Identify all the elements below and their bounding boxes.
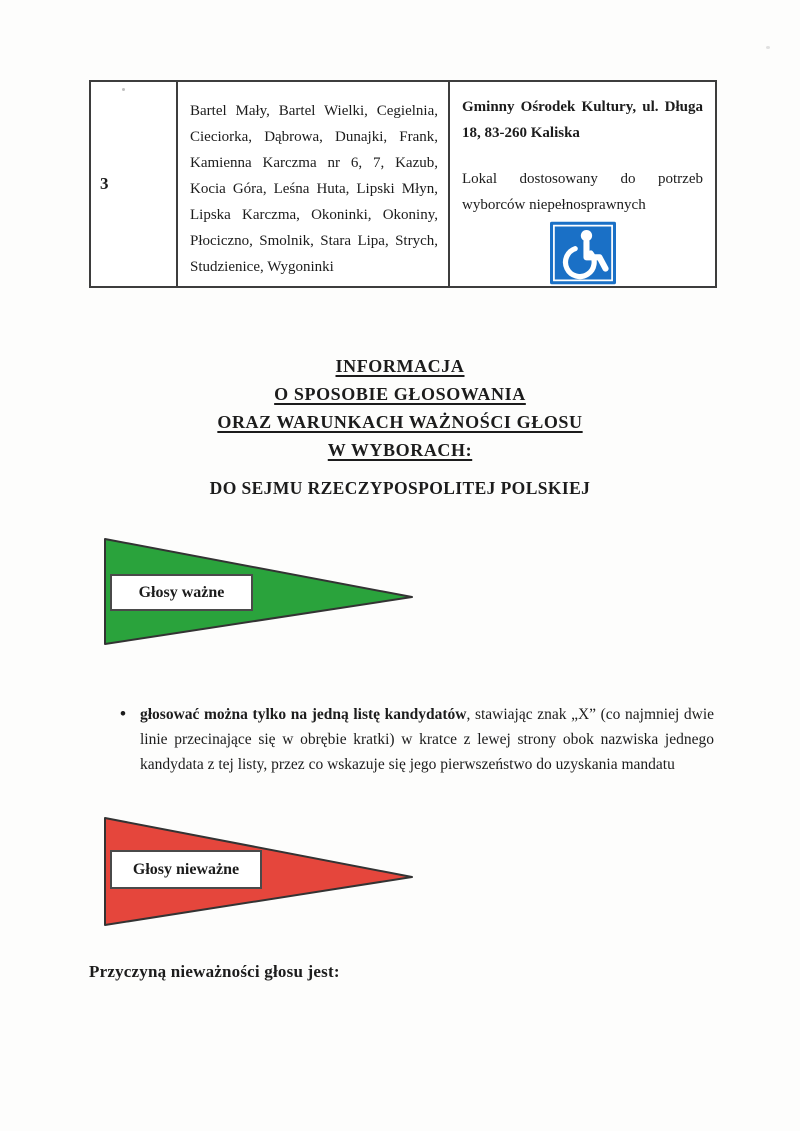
heading-line-2: O SPOSOBIE GŁOSOWANIA [274, 384, 526, 404]
district-number-cell [91, 82, 176, 286]
voting-instruction-bold: głosować można tylko na jedną listę kandydatów [140, 706, 467, 723]
polling-district-table [89, 80, 717, 288]
wheelchair-icon [550, 221, 616, 286]
election-type-heading: DO SEJMU RZECZYPOSPOLITEJ POLSKIEJ [209, 478, 591, 498]
district-number: 3 [100, 174, 109, 193]
voting-instruction-bullet [118, 702, 714, 777]
polling-place-cell [448, 82, 715, 286]
info-heading-block [0, 352, 800, 464]
scan-speck [766, 46, 770, 49]
heading-line-4: W WYBORACH: [327, 440, 473, 460]
valid-votes-banner [103, 536, 415, 648]
accessibility-note: Lokal dostosowany do potrzeb wyborców niepełnosprawnych [462, 171, 703, 213]
polling-place-address: Gminny Ośrodek Kultury, ul. Długa 18, 83-260 Kaliska [462, 99, 703, 141]
district-localities-cell: Bartel Mały, Bartel Wielki, Cegielnia, Cieciorka, Dąbrowa, Dunajki, Frank, Kamienna Karczma nr 6, 7, Kazub, Kocia Góra, Leśna Huta, Lipski Młyn, Lipska Karczma, Okoninki, Okoniny, Płociczno, Smolnik, Stara Lipa, Strych, Studzienice, Wygoninki [176, 82, 448, 286]
scan-speck [122, 88, 125, 91]
heading-line-3: ORAZ WARUNKACH WAŻNOŚCI GŁOSU [217, 412, 583, 432]
invalidity-reason-heading: Przyczyną nieważności głosu jest: [89, 962, 340, 981]
bullet-icon: • [120, 704, 126, 723]
valid-votes-label: Głosy ważne [110, 574, 253, 611]
voting-instruction-rest: , stawiając znak „X” (co najmniej dwie linie przecinające się w obrębie kratki) w kratce z lewej strony obok nazwiska jednego kandydata z tej listy, przez co wskazuje się jego pierwszeństwo do uzyskania mandatu [140, 706, 715, 773]
invalid-votes-label: Głosy nieważne [110, 850, 262, 889]
invalid-votes-banner [103, 815, 415, 927]
heading-line-1: INFORMACJA [335, 356, 465, 376]
